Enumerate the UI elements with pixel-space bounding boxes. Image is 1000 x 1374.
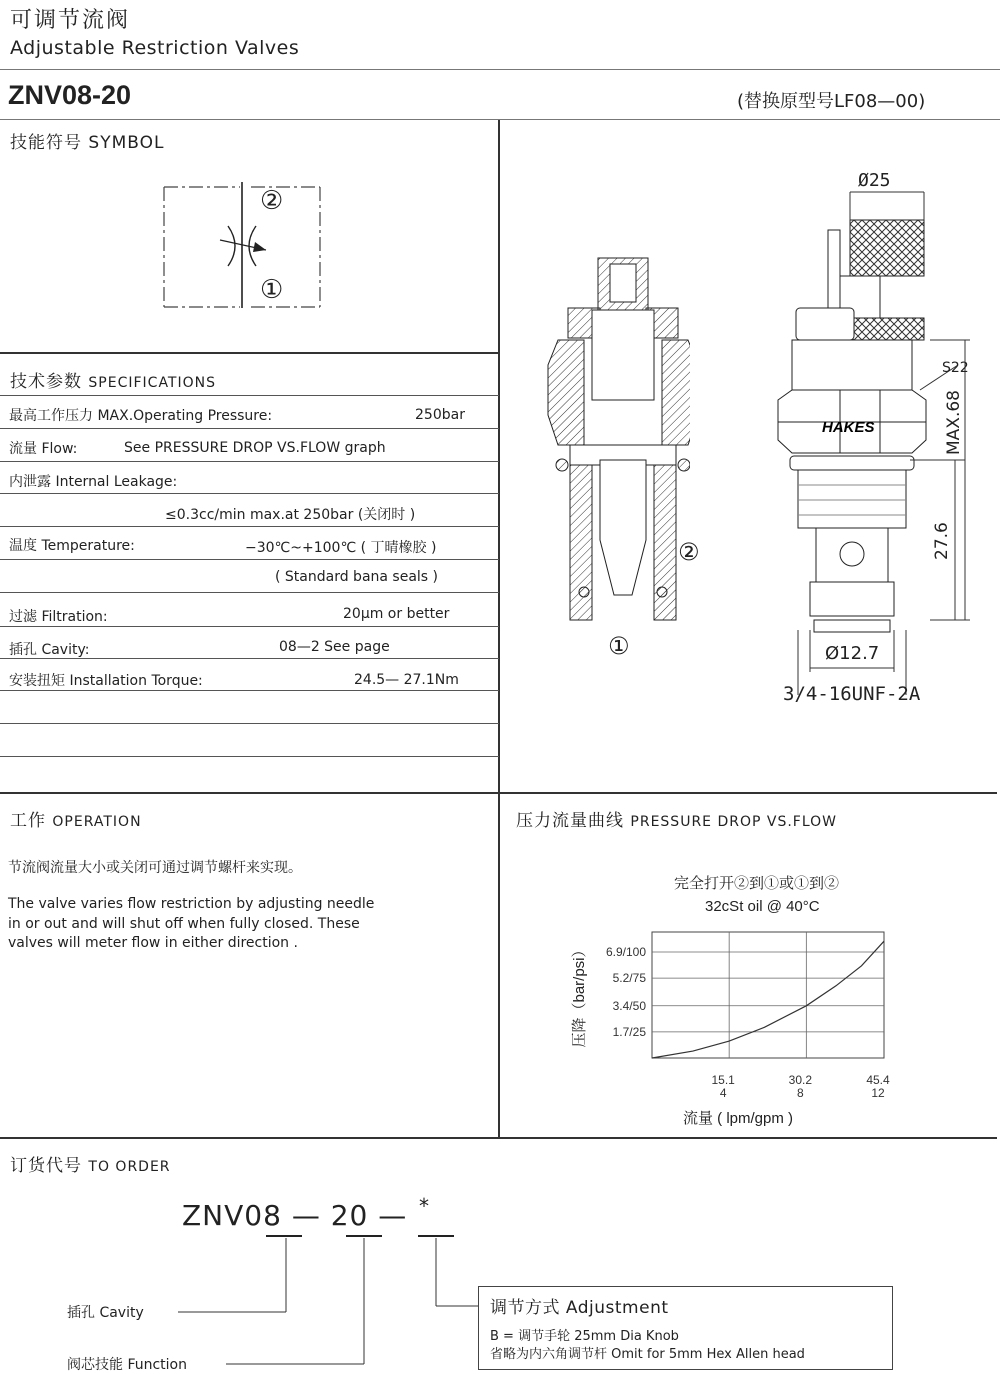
spec-line [0, 723, 499, 724]
spec-line [0, 690, 499, 691]
spec-value-cavity: 08—2 See page [279, 639, 390, 655]
section-divider [0, 792, 997, 794]
spec-line [0, 461, 499, 462]
dim-thread: 3/4-16UNF-2A [783, 683, 921, 705]
order-divider [0, 1137, 997, 1139]
order-code-model: ZNV08 [182, 1199, 282, 1232]
drawing-port-1: ① [608, 632, 630, 660]
model-number: ZNV08-20 [8, 80, 132, 110]
operation-text-en-3: valves will meter flow in either direction . [8, 935, 298, 951]
dim-length: 27.6 [932, 522, 952, 560]
chart-x-axis-label: 流量 ( lpm/gpm ) [682, 1110, 794, 1127]
specs-heading [10, 367, 216, 392]
pressure-flow-chart [560, 920, 910, 1130]
spec-line [0, 395, 499, 396]
order-code-dash-2: — [378, 1199, 408, 1232]
adjustment-option-b: B = 调节手轮 25mm Dia Knob [490, 1329, 679, 1344]
chart-x-tick-label-gpm: 4 [719, 1086, 727, 1100]
adjustment-title: 调节方式 Adjustment [490, 1298, 669, 1318]
drawing-port-2: ② [678, 538, 700, 566]
order-heading-cn: 订货代号 [10, 1156, 82, 1176]
chart-heading [516, 806, 837, 831]
chart-subtitle: 32cSt oil @ 40°C [705, 898, 820, 915]
spec-label-cavity: 插孔 Cavity: [9, 642, 90, 658]
chart-y-axis-label: 压降（bar/psi） [571, 942, 588, 1048]
specs-heading-en: SPECIFICATIONS [88, 375, 216, 391]
specs-heading-cn: 技术参数 [10, 372, 82, 392]
spec-value-torque: 24.5— 27.1Nm [354, 672, 459, 688]
spec-label-filtration: 过滤 Filtration: [9, 609, 108, 625]
dim-knob: Ø25 [858, 170, 891, 191]
symbol-diagram [150, 180, 340, 315]
chart-x-tick-label-gpm: 8 [796, 1086, 804, 1100]
dim-hex: S22 [942, 360, 969, 376]
cutaway-drawing [540, 250, 690, 630]
spec-line [0, 559, 499, 560]
model-divider [0, 119, 1000, 120]
adjustment-option-omit: 省略为内六角调节杆 Omit for 5mm Hex Allen head [490, 1347, 805, 1362]
spec-line [0, 756, 499, 757]
chart-x-tick-label-lpm: 45.4 [866, 1073, 890, 1087]
symbol-port-2: ② [260, 186, 284, 216]
title-en: Adjustable Restriction Valves [10, 37, 300, 59]
order-leader-lines [170, 1230, 480, 1370]
spec-value-filtration: 20μm or better [343, 606, 450, 622]
operation-heading-en: OPERATION [52, 814, 142, 830]
chart-y-tick-label: 1.7/25 [612, 1024, 646, 1039]
spec-label-flow: 流量 Flow: [9, 441, 78, 457]
spec-label-torque: 安装扭矩 Installation Torque: [9, 673, 203, 689]
chart-heading-en: PRESSURE DROP VS.FLOW [630, 814, 838, 830]
chart-y-tick-label: 3.4/50 [612, 998, 646, 1013]
order-code-star: * [419, 1194, 429, 1218]
order-heading-en: TO ORDER [88, 1159, 171, 1175]
spec-value-flow: See PRESSURE DROP VS.FLOW graph [124, 440, 386, 456]
order-code-dash-1: — [291, 1199, 321, 1232]
operation-text-en-2: in or out and will shut off when fully closed. These [8, 916, 360, 932]
spec-value-pressure: 250bar [415, 407, 465, 423]
operation-heading-cn: 工作 [10, 811, 46, 831]
dim-diameter: Ø12.7 [825, 643, 880, 664]
order-label-function: 阀芯技能 Function [67, 1357, 187, 1373]
operation-text-cn: 节流阀流量大小或关闭可通过调节螺杆来实现。 [8, 860, 302, 876]
column-divider [498, 120, 500, 1138]
spec-line [0, 526, 499, 527]
spec-value-temperature: −30℃~+100℃ ( 丁晴橡胶 ) [245, 540, 437, 556]
symbol-divider [0, 352, 499, 354]
spec-label-leakage: 内泄露 Internal Leakage: [9, 474, 178, 490]
chart-series-line [652, 941, 884, 1058]
spec-line [0, 493, 499, 494]
spec-line [0, 626, 499, 627]
chart-x-tick-label-gpm: 12 [871, 1086, 885, 1100]
order-label-cavity: 插孔 Cavity [67, 1305, 144, 1321]
symbol-heading: 技能符号 SYMBOL [10, 133, 165, 153]
chart-x-tick-label-lpm: 15.1 [711, 1073, 735, 1087]
spec-line [0, 658, 499, 659]
dim-max: MAX.68 [944, 390, 964, 455]
brand-label: HAKES [822, 419, 875, 436]
header-divider [0, 69, 1000, 70]
spec-label-pressure: 最高工作压力 MAX.Operating Pressure: [9, 408, 273, 424]
operation-heading [10, 806, 142, 831]
spec-label-temperature: 温度 Temperature: [9, 538, 135, 554]
order-heading [10, 1151, 171, 1176]
chart-y-tick-label: 6.9/100 [605, 944, 646, 959]
spec-value-leakage: ≤0.3cc/min max.at 250bar (关闭时 ) [165, 507, 416, 523]
spec-value-seals: ( Standard bana seals ) [275, 569, 439, 585]
title-cn: 可调节流阀 [10, 8, 131, 33]
chart-y-tick-label: 5.2/75 [612, 971, 646, 986]
chart-x-tick-label-lpm: 30.2 [788, 1073, 813, 1087]
symbol-port-1: ① [260, 275, 284, 305]
spec-line [0, 428, 499, 429]
chart-title: 完全打开②到①或①到② [674, 875, 840, 892]
order-code [182, 1199, 407, 1232]
chart-heading-cn: 压力流量曲线 [516, 811, 624, 831]
operation-text-en-1: The valve varies flow restriction by adjusting needle [8, 896, 375, 912]
chart-plot-area [652, 932, 884, 1058]
spec-line [0, 592, 499, 593]
replace-note: (替换原型号LF08—00) [737, 91, 926, 112]
order-code-function: 20 [330, 1199, 369, 1232]
